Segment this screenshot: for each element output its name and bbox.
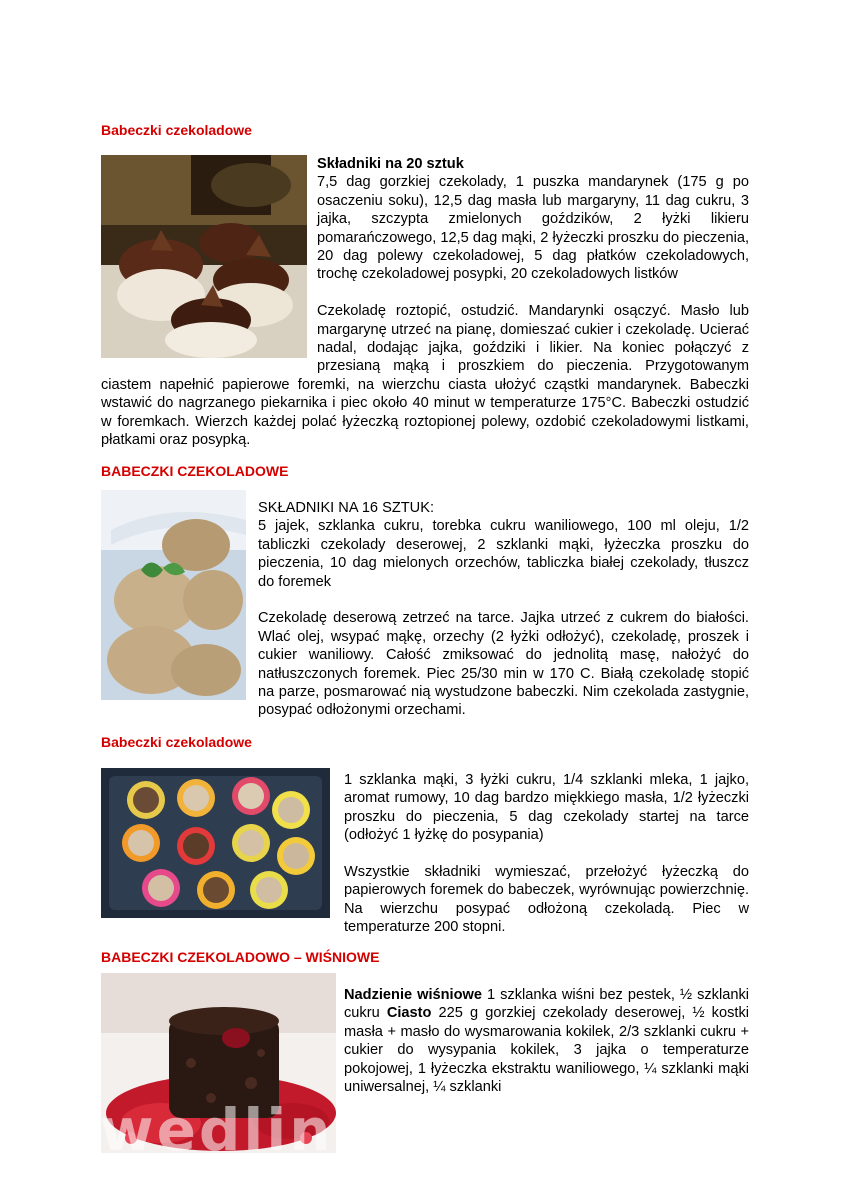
recipe-4-filling-label: Nadzienie wiśniowe bbox=[344, 987, 482, 1003]
recipe-4-dough-text: 225 g gorzkiej czekolady deserowej, ½ kostki masła + masło do wysmarowania kokilek, 2/3 szklanki cukru + cukier do wysypania kokilek, 3 jajka o temperaturze pokojowej, 1 łyżeczka ekstraktu waniliowego, ¼ szklanki mąki uniwersalnej, ¼ szklanki bbox=[344, 1005, 749, 1096]
recipe-3-method: Wszystkie składniki wymieszać, przełożyć łyżeczką do papierowych foremek do babeczek, wyrównując powierzchnię. Na wierzchu posypać odłożoną czekoladą. Piec w temperaturze 200 stopni. bbox=[344, 864, 749, 936]
recipe-4-title: BABECZKI CZEKOLADOWO – WIŚNIOWE bbox=[101, 949, 380, 965]
recipe-1-photo bbox=[101, 155, 307, 358]
recipe-2-photo bbox=[101, 490, 246, 700]
recipe-1-method: Czekoladę roztopić, ostudzić. Mandarynki osączyć. Masło lub margarynę utrzeć na pianę, domieszać cukier i czekoladę. Ucierać nadal, dodając jajka, goździki i likier. Na koniec połączyć z przesianą mąką i proszkiem do pieczenia. Przygotowanym ciastem napełnić papierowe foremki, na wierzchu ciasta ułożyć cząstki mandarynek. Babeczki wstawić do nagrzanego piekarnika i piec około 40 minut w temperaturze 175°C. Babeczki ostudzić w foremkach. Wierzch każdej polać łyżeczką roztopionej polewy, ozdobić czekoladowymi listkami, płatkami oraz posypką. bbox=[101, 303, 749, 449]
recipe-2-title: BABECZKI CZEKOLADOWE bbox=[101, 463, 289, 479]
recipe-1-body bbox=[101, 155, 749, 449]
recipe-3-body bbox=[344, 771, 749, 937]
recipe-2-method: Czekoladę deserową zetrzeć na tarce. Jajka utrzeć z cukrem do białości. Wlać olej, wsypać mąkę, orzechy (2 łyżki odłożyć), czekoladę, proszek i cukier waniliowy. Całość zmiksować do jednolitą masę, nałożyć do natłuszczonych foremek. Piec 25/30 min w 170 C. Białą czekoladę stopić na parze, posmarować nią wystudzone babeczki. Nim czekolada zastygnie, posypać odłożonymi orzechami. bbox=[258, 610, 749, 719]
watermark: wedlinydomowe.pl bbox=[100, 1096, 760, 1164]
recipe-2-ingredients: 5 jajek, szklanka cukru, torebka cukru waniliowego, 100 ml oleju, 1/2 tabliczki czekolady deserowej, 2 szklanki mąki, łyżeczka proszku do pieczenia, 10 dag mielonych orzechów, tabliczka białej czekolady, tłuszcz do foremek bbox=[258, 518, 749, 590]
recipe-4-body bbox=[344, 986, 749, 1096]
recipe-3-title: Babeczki czekoladowe bbox=[101, 734, 252, 750]
recipe-1-ingredients-heading: Składniki na 20 sztuk bbox=[317, 156, 464, 172]
recipe-2-ingredients-heading: SKŁADNIKI NA 16 SZTUK: bbox=[258, 500, 434, 516]
recipe-3-ingredients: 1 szklanka mąki, 3 łyżki cukru, 1/4 szklanki mleka, 1 jajko, aromat rumowy, 10 dag bardzo miękkiego masła, 1/2 łyżeczki proszku do pieczenia, 5 dag czekolady startej na tarce (odłożyć 1 łyżkę do posypania) bbox=[344, 772, 749, 844]
recipe-4-filling-text: 1 szklanka wiśni bez pestek, ½ szklanki cukru bbox=[344, 987, 749, 1022]
recipe-1-ingredients: 7,5 dag gorzkiej czekolady, 1 puszka mandarynek (175 g po osaczeniu soku), 12,5 dag masła lub margaryny, 11 dag cukru, 3 jajka, szczypta zmielonych goździków, 2 łyżki likieru pomarańczowego, 12,5 dag mąki, 2 łyżeczki proszku do pieczenia, 20 dag polewy czekoladowej, 5 dag płatków czekoladowych, trochę czekoladowej posypki, 20 czekoladowych listków bbox=[317, 174, 749, 283]
recipe-4-dough-label: Ciasto bbox=[386, 1005, 432, 1022]
recipe-3-photo bbox=[101, 768, 330, 918]
recipe-1-title: Babeczki czekoladowe bbox=[101, 122, 252, 138]
recipe-2-body bbox=[258, 499, 749, 720]
